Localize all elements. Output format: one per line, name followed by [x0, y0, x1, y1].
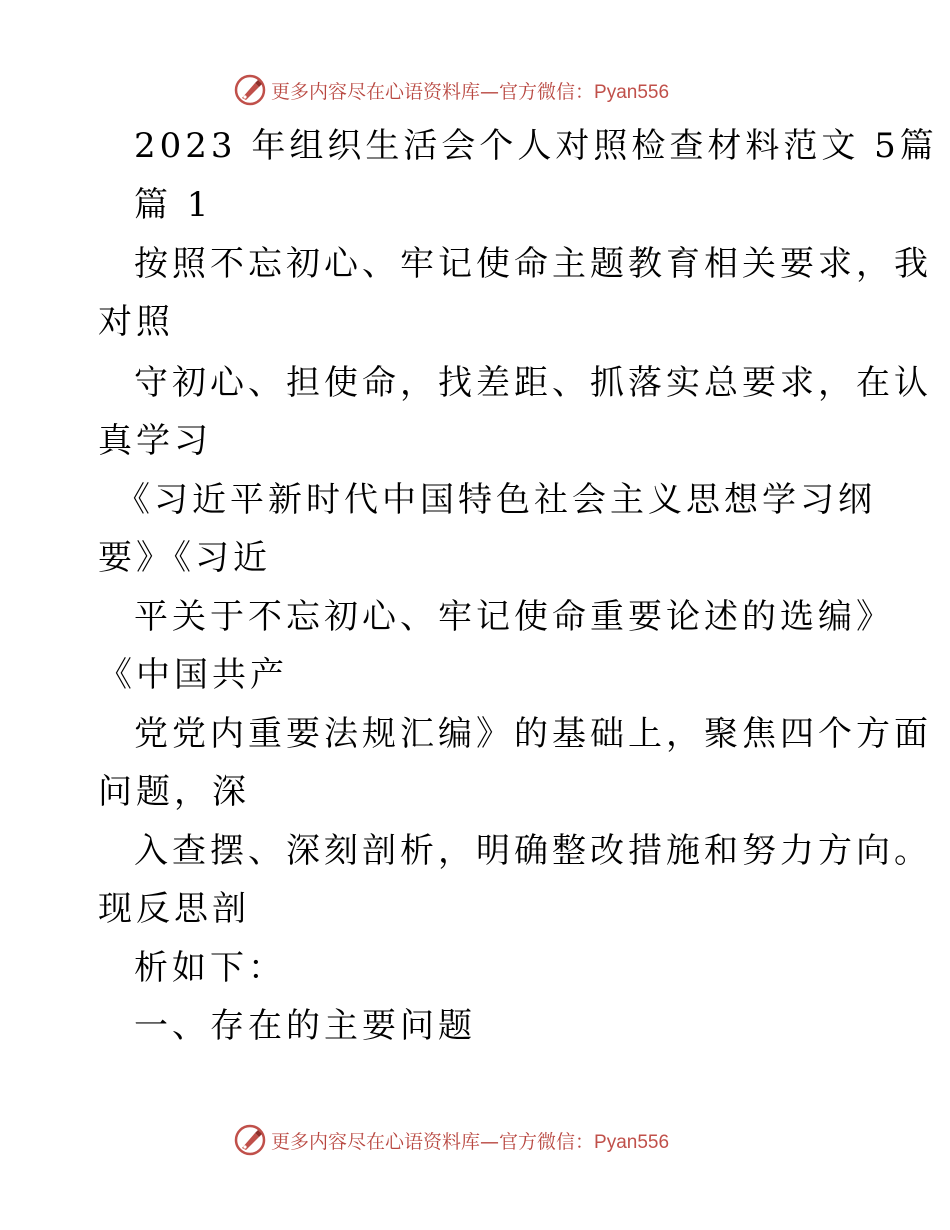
watermark-official: 官方微信：	[499, 80, 595, 103]
watermark-text	[271, 77, 669, 104]
paragraph-line: 守初心、担使命，找差距、抓落实总要求，在认	[134, 363, 932, 403]
pen-nib-logo-icon	[233, 1123, 267, 1157]
paragraph-line: 党党内重要法规汇编》的基础上，聚焦四个方面	[134, 714, 932, 754]
paragraph-line: 析如下：	[134, 948, 286, 988]
watermark-dash: —	[480, 80, 500, 103]
watermark-wechat-id: Pyan556	[594, 1131, 670, 1153]
paragraph-line: 现反思剖	[98, 889, 250, 929]
paragraph-line: 入查摆、深刻剖析，明确整改措施和努力方向。	[134, 831, 932, 871]
paragraph-line: 篇 1	[134, 185, 213, 225]
footer-watermark	[233, 1122, 669, 1158]
watermark-official: 官方微信：	[499, 1130, 595, 1153]
watermark-text	[271, 1127, 669, 1154]
paragraph-line: 问题，深	[98, 772, 250, 812]
paragraph-line: 真学习	[98, 421, 212, 461]
pen-nib-logo-icon	[233, 73, 267, 107]
section-heading: 一、存在的主要问题	[134, 1006, 476, 1046]
paragraph-line: 按照不忘初心、牢记使命主题教育相关要求，我	[134, 244, 932, 284]
paragraph-line: 《中国共产	[98, 655, 288, 695]
header-watermark	[233, 72, 669, 108]
paragraph-line: 《习近平新时代中国特色社会主义思想学习纲	[116, 480, 876, 520]
document-title: 2023 年组织生活会个人对照检查材料范文 5篇	[134, 126, 938, 166]
watermark-wechat-id: Pyan556	[594, 81, 670, 103]
paragraph-line: 对照	[98, 302, 174, 342]
paragraph-line: 平关于不忘初心、牢记使命重要论述的选编》	[134, 597, 894, 637]
watermark-brand: 更多内容尽在心语资料库	[271, 1130, 481, 1153]
watermark-brand: 更多内容尽在心语资料库	[271, 80, 481, 103]
paragraph-line: 要》《习近	[98, 538, 271, 578]
watermark-dash: —	[480, 1130, 500, 1153]
